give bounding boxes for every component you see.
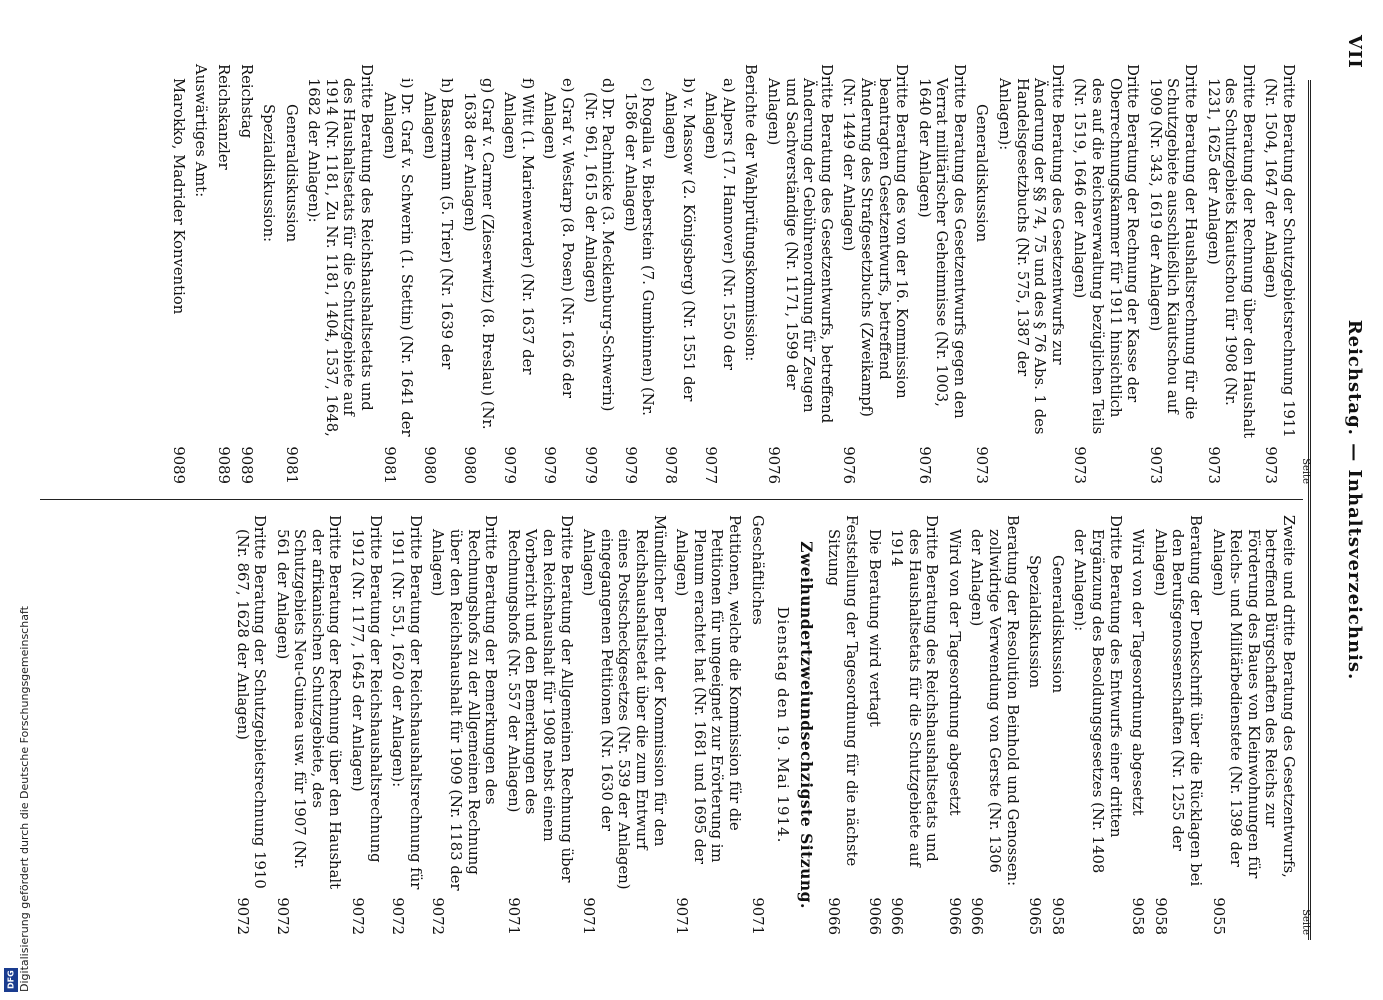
toc-entry: [429, 515, 499, 935]
toc-entry-page: 9071: [504, 897, 522, 935]
running-header: Reichstag. — Inhaltsverzeichnis.: [1344, 319, 1365, 681]
toc-entry-page: 9065: [1026, 897, 1044, 935]
toc-entry-text: Dritte Beratung der Bemerkungen des Rechnungshofs zu der Allgemeinen Rechnung über den Reichshaushalt für 1909 (Nr. 1183 der Anlagen): [429, 515, 500, 891]
toc-entry-page: 9079: [541, 446, 559, 484]
toc-entry: [273, 515, 343, 935]
toc-entry-text: i) Dr. Graf v. Schwerin (1. Stettin) (Nr. 1641 der Anlagen): [380, 78, 416, 437]
toc-entry-text: Dritte Beratung des von der 16. Kommission beantragten Gesetzentwurfs, betreffend Änderung des Strafgesetzbuchs (Zweikampf) (Nr. 1449 der Anlagen): [840, 64, 911, 417]
toc-entry-page: 9073: [973, 446, 991, 484]
toc-entry-text: Wird von der Tagesordnung abgesetzt: [1129, 529, 1147, 816]
toc-entry: [260, 64, 278, 484]
toc-entry: [380, 64, 415, 484]
toc-entry: [214, 64, 232, 484]
toc-entry-page: 9089: [169, 446, 187, 484]
toc-entry: [460, 64, 495, 484]
toc-entry: [581, 64, 616, 484]
digitization-credit: [2, 0, 31, 1000]
toc-entry: [764, 64, 834, 484]
toc-entry-text: Beratung der Resolution Beinhold und Genossen: zollwidrige Verwendung von Gerste (Nr. 1306 der Anlagen): [968, 515, 1021, 887]
toc-entry-text: Mündlicher Bericht der Kommission für den Reichshaushaltsetat über die zum Entwurf eines Postscheckgesetzes (Nr. 539 der Anlagen) eingegangenen Petitionen (Nr. 1630 der Anlagen): [580, 515, 668, 890]
toc-entry-text: Beratung der Denkschrift über die Rücklagen bei den Berufsgenossenschaften (Nr. 1255 der Anlagen): [1151, 515, 1205, 887]
toc-entry-text: Dritte Beratung des Reichshaushaltsetats und des Haushaltsetats für die Schutzgebiete auf 1914: [888, 515, 941, 867]
toc-entry-page: 9089: [214, 446, 232, 484]
toc-entry-page: 9081: [380, 446, 398, 484]
toc-entry-text: Dritte Beratung des Reichshaushaltsetats und des Haushaltsetats für die Schutzgebiete auf 1914 (Nr. 1181, Zu Nr. 1181, 1404, 1537, 1648, 1682 der Anlagen):: [305, 64, 376, 437]
toc-entry: [1048, 515, 1066, 935]
toc-entry: [865, 515, 883, 935]
toc-entry-page: 9076: [764, 446, 782, 484]
toc-entry-page: 9076: [840, 446, 858, 484]
toc-entry: [504, 515, 574, 935]
toc-entry-page: 9058: [1151, 897, 1169, 935]
toc-entry-page: 9073: [1146, 446, 1164, 484]
toc-entry-text: Generaldiskussion: [282, 104, 300, 243]
toc-entry: [1129, 515, 1147, 935]
toc-entry-text: Spezialdiskussion:: [260, 104, 278, 243]
toc-entry-text: Marokko, Madrider Konvention: [169, 78, 187, 315]
toc-entry-page: 9072: [429, 897, 447, 935]
toc-entry-text: g) Graf v. Carmer (Zieserwitz) (8. Breslau) (Nr. 1638 der Anlagen): [461, 78, 496, 430]
toc-entry: [673, 515, 743, 935]
toc-entry: [1262, 64, 1297, 484]
toc-entry-text: Dritte Beratung der Schutzgebietsrechnung 1911 (Nr. 1504, 1647 der Anlagen): [1262, 64, 1297, 438]
toc-entry-page: 9071: [748, 897, 766, 935]
toc-entry-text: h) Bassermann (5. Trier) (Nr. 1639 der Anlagen): [420, 78, 456, 370]
right-entry-list: [825, 515, 1297, 935]
toc-entry-text: d) Dr. Pachnicke (3. Mecklenburg-Schwerin) (Nr. 961, 1615 der Anlagen): [581, 78, 617, 412]
toc-entry-text: Auswärtiges Amt:: [192, 64, 210, 198]
toc-entry-page: 9066: [825, 897, 843, 935]
toc-entry: [621, 64, 656, 484]
toc-entry: [825, 515, 860, 935]
toc-entry-page: 9081: [282, 446, 300, 484]
toc-entry: [237, 64, 255, 484]
toc-entry-page: 9073: [1262, 446, 1280, 484]
right-column: [228, 515, 1311, 935]
toc-entry-page: 9079: [501, 446, 519, 484]
toc-entry-text: Dritte Beratung der Schutzgebietsrechnung 1910 (Nr. 867, 1628 der Anlagen): [233, 515, 269, 889]
toc-entry: [192, 64, 210, 484]
toc-entry-text: Zweite und dritte Beratung des Gesetzentwurfs, betreffend Bürgschaften des Reichs zur Förderung des Baues von Kleinwohnungen für Reichs- und Militärbedienstete (Nr. 1398 der Anlagen): [1209, 515, 1297, 879]
toc-entry: [968, 515, 1021, 935]
toc-entry-page: 9077: [702, 446, 720, 484]
toc-entry-text: f) Witt (1. Marienwerder) (Nr. 1637 der Anlagen): [501, 78, 536, 375]
session-date: Dienstag den 19. Mai 1914.: [774, 606, 793, 844]
toc-entry: [996, 64, 1066, 484]
toc-entry-page: 9066: [945, 897, 963, 935]
toc-entry-text: Generaldiskussion: [973, 104, 991, 243]
toc-entry-text: e) Graf v. Westarp (8. Posen) (Nr. 1636 der Anlagen): [541, 78, 577, 398]
toc-entry-page: 9072: [233, 897, 251, 935]
toc-entry: [389, 515, 424, 935]
toc-entry: [501, 64, 536, 484]
toc-entry-text: Dritte Beratung der Rechnung über den Haushalt der afrikanischen Schutzgebiete, des Schutzgebiets Neu-Guinea usw. für 1907 (Nr. 561 der Anlagen): [273, 515, 344, 890]
toc-entry: [233, 515, 268, 935]
dfg-logo: DFG: [4, 968, 18, 992]
toc-entry: [282, 64, 300, 484]
toc-entry-page: 9072: [349, 897, 367, 935]
toc-entry: [1071, 515, 1124, 935]
toc-entry-page: 9058: [1129, 897, 1147, 935]
toc-entry-page: 9066: [968, 897, 986, 935]
left-entry-list: [169, 64, 1297, 484]
toc-entry: [742, 64, 760, 484]
right-entry-list-after: [233, 515, 766, 935]
toc-entry: [1204, 64, 1257, 484]
toc-entry: [1151, 515, 1204, 935]
toc-entry-page: 9071: [673, 897, 691, 935]
toc-entry-page: 9066: [888, 897, 906, 935]
toc-entry: [973, 64, 991, 484]
toc-entry: [305, 64, 375, 484]
toc-entry: [702, 64, 737, 484]
toc-entry-page: 9072: [273, 897, 291, 935]
toc-entry-text: Wird von der Tagesordnung abgesetzt: [945, 529, 963, 816]
toc-entry: [661, 64, 696, 484]
toc-entry-text: a) Alpers (17. Hannover) (Nr. 1550 der Anlagen): [702, 78, 737, 370]
toc-entry-text: b) v. Massow (2. Königsberg) (Nr. 1551 der Anlagen): [662, 78, 697, 402]
toc-entry: [349, 515, 384, 935]
toc-entry-text: c) Rogalla v. Bieberstein (7. Gumbinnen) (Nr. 1586 der Anlagen): [621, 78, 657, 416]
toc-entry-text: Feststellung der Tagesordnung für die nächste Sitzung: [825, 515, 860, 867]
toc-entry-text: Spezialdiskussion: [1026, 555, 1044, 689]
toc-entry-page: 9079: [621, 446, 639, 484]
toc-entry: [888, 515, 941, 935]
toc-entry: [945, 515, 963, 935]
toc-entry-page: 9089: [237, 446, 255, 484]
toc-entry-page: 9080: [420, 446, 438, 484]
toc-entry: [1071, 64, 1141, 484]
seite-label: Seite: [1300, 458, 1311, 484]
credit-text: Digitalisierung gefördert durch die Deutsche Forschungsgemeinschaft: [18, 606, 31, 992]
toc-entry: [420, 64, 455, 484]
toc-entry-page: 9073: [1071, 446, 1089, 484]
toc-entry-page: 9079: [581, 446, 599, 484]
toc-entry-text: Dritte Beratung des Gesetzentwurfs gegen den Verrat militärischer Geheimnisse (Nr. 1003, 1640 der Anlagen): [915, 64, 968, 419]
toc-entry: [1026, 515, 1044, 935]
toc-entry: [580, 515, 668, 935]
toc-entry-page: 9058: [1048, 897, 1066, 935]
toc-entry-text: Petitionen, welche die Kommission für die Petitionen für ungeeignet zur Erörterung im Plenum erachtet hat (Nr. 1681 und 1695 der Anlagen): [673, 515, 743, 864]
toc-entry-text: Reichstag: [237, 64, 255, 139]
toc-entry: [915, 64, 968, 484]
toc-entry: [748, 515, 766, 935]
toc-entry-page: 9078: [662, 446, 679, 484]
toc-entry-page: 9066: [865, 897, 883, 935]
toc-entry-page: 9080: [461, 446, 479, 484]
toc-entry-page: 9071: [580, 897, 598, 935]
page-number: VII: [1344, 35, 1365, 69]
toc-entry: [840, 64, 910, 484]
seite-label: Seite: [1300, 909, 1311, 935]
toc-entry-text: Berichte der Wahlprüfungskommission:: [742, 64, 760, 362]
toc-entry: [541, 64, 576, 484]
toc-entry-text: Dritte Beratung der Rechnung der Kasse der Oberrechnungskammer für 1911 hinsichtlich des auf die Reichsverwaltung bezüglichen Teils (Nr. 1519, 1646 der Anlagen): [1071, 64, 1142, 435]
toc-entry-text: Dritte Beratung der Reichshaushaltsrechnung 1912 (Nr. 1177, 1645 der Anlagen): [349, 515, 384, 863]
toc-entry: [1146, 64, 1199, 484]
toc-entry-text: Geschäftliches: [748, 515, 766, 625]
toc-entry-page: 9055: [1209, 897, 1227, 935]
toc-entry-text: Reichskanzler: [214, 64, 232, 170]
toc-entry-text: Dritte Beratung der Haushaltsrechnung für die Schutzgebiete ausschließlich Kiautschou auf 1909 (Nr. 343, 1619 der Anlagen): [1146, 64, 1200, 420]
toc-entry-page: 9072: [389, 897, 407, 935]
left-column: [164, 64, 1311, 484]
toc-entry-text: Dritte Beratung der Reichshaushaltsrechnung für 1911 (Nr. 551, 1620 der Anlagen):: [389, 515, 424, 890]
session-title: Zweihundertzweiundsechzigste Sitzung.: [796, 541, 816, 909]
toc-entry-text: Dritte Beratung des Gesetzentwurfs, betreffend Änderung der Gebührenordnung für Zeugen und Sachverständige (Nr. 1171, 1599 der Anlagen): [764, 64, 835, 424]
toc-entry-text: Generaldiskussion: [1048, 555, 1066, 694]
toc-entry-text: Dritte Beratung des Gesetzentwurfs zur Änderung der §§ 74, 75 und des § 76 Abs. 1 des Handelsgesetzbuchs (Nr. 575, 1387 der Anlagen):: [996, 64, 1066, 435]
toc-entry-text: Die Beratung wird vertagt: [865, 529, 883, 727]
column-divider: [40, 499, 1303, 500]
toc-entry-text: Dritte Beratung der Rechnung über den Haushalt des Schutzgebiets Kiautschou für 1908 (Nr. 1231, 1625 der Anlagen): [1204, 64, 1257, 439]
toc-entry-text: Dritte Beratung der Allgemeinen Rechnung über den Reichshaushalt für 1908 nebst einem Vorbericht und den Bemerkungen des Rechnungshofs (Nr. 557 der Anlagen): [504, 515, 575, 883]
toc-entry: [1209, 515, 1297, 935]
toc-entry-page: 9076: [915, 446, 933, 484]
toc-entry-text: Dritte Beratung des Entwurfs einer dritten Ergänzung des Besoldungsgesetzes (Nr. 1408 der Anlagen):: [1071, 515, 1124, 874]
toc-entry: [169, 64, 187, 484]
toc-entry-page: 9073: [1204, 446, 1222, 484]
